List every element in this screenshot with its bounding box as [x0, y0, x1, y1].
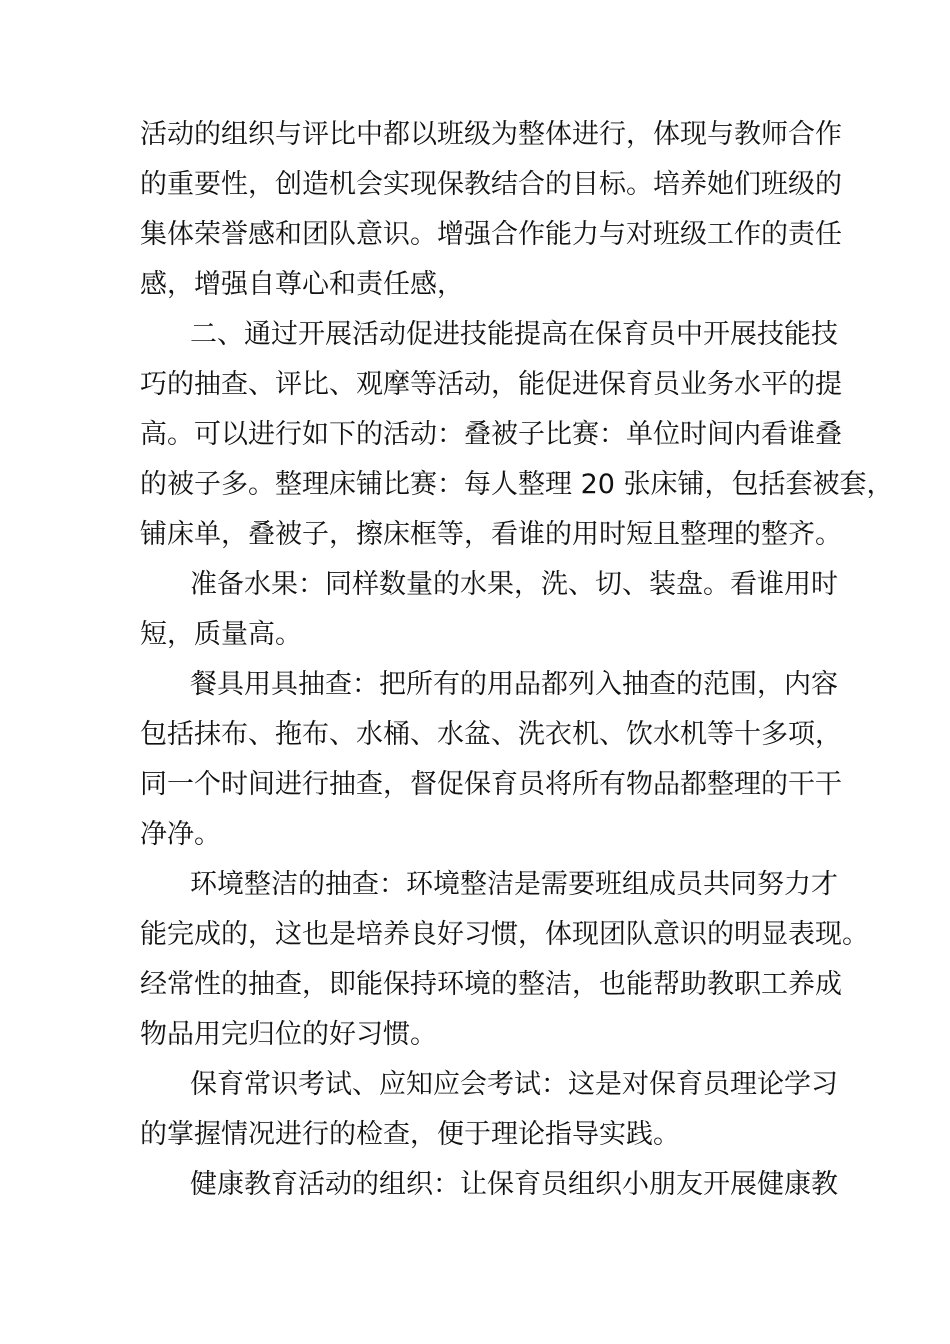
- text-line: 感，增强自尊心和责任感，: [140, 269, 464, 300]
- paragraph-start-line: 准备水果：同样数量的水果，洗、切、装盘。看谁用时: [190, 569, 838, 600]
- text-line: 铺床单，叠被子，擦床框等，看谁的用时短且整理的整齐。: [140, 519, 842, 550]
- text-line: 高。可以进行如下的活动：叠被子比赛：单位时间内看谁叠: [140, 419, 842, 450]
- text-line: 集体荣誉感和团队意识。增强合作能力与对班级工作的责任: [140, 219, 842, 250]
- text-line: 包括抹布、拖布、水桶、水盆、洗衣机、饮水机等十多项，: [140, 719, 842, 750]
- text-line: 的掌握情况进行的检查，便于理论指导实践。: [140, 1119, 680, 1150]
- text-line: 短，质量高。: [140, 619, 302, 650]
- text-line: 的重要性，创造机会实现保教结合的目标。培养她们班级的: [140, 169, 842, 200]
- paragraph-start-line: 健康教育活动的组织：让保育员组织小朋友开展健康教: [190, 1169, 838, 1200]
- text-line: 能完成的，这也是培养良好习惯，体现团队意识的明显表现。: [140, 919, 869, 950]
- paragraph-start-line: 餐具用具抽查：把所有的用品都列入抽查的范围，内容: [190, 669, 838, 700]
- text-line: 经常性的抽查，即能保持环境的整洁，也能帮助教职工养成: [140, 969, 842, 1000]
- text-line: 同一个时间进行抽查，督促保育员将所有物品都整理的干干: [140, 769, 842, 800]
- text-line: 物品用完归位的好习惯。: [140, 1019, 437, 1050]
- text-line: 净净。: [140, 819, 221, 850]
- paragraph-start-line: 环境整洁的抽查：环境整洁是需要班组成员共同努力才: [190, 869, 838, 900]
- paragraph-start-line: 二、通过开展活动促进技能提高在保育员中开展技能技: [190, 319, 838, 350]
- text-line: 巧的抽查、评比、观摩等活动，能促进保育员业务水平的提: [140, 369, 842, 400]
- text-line: 活动的组织与评比中都以班级为整体进行，体现与教师合作: [140, 119, 842, 150]
- text-line: 的被子多。整理床铺比赛：每人整理 20 张床铺，包括套被套，: [140, 469, 894, 500]
- paragraph-start-line: 保育常识考试、应知应会考试：这是对保育员理论学习: [190, 1069, 838, 1100]
